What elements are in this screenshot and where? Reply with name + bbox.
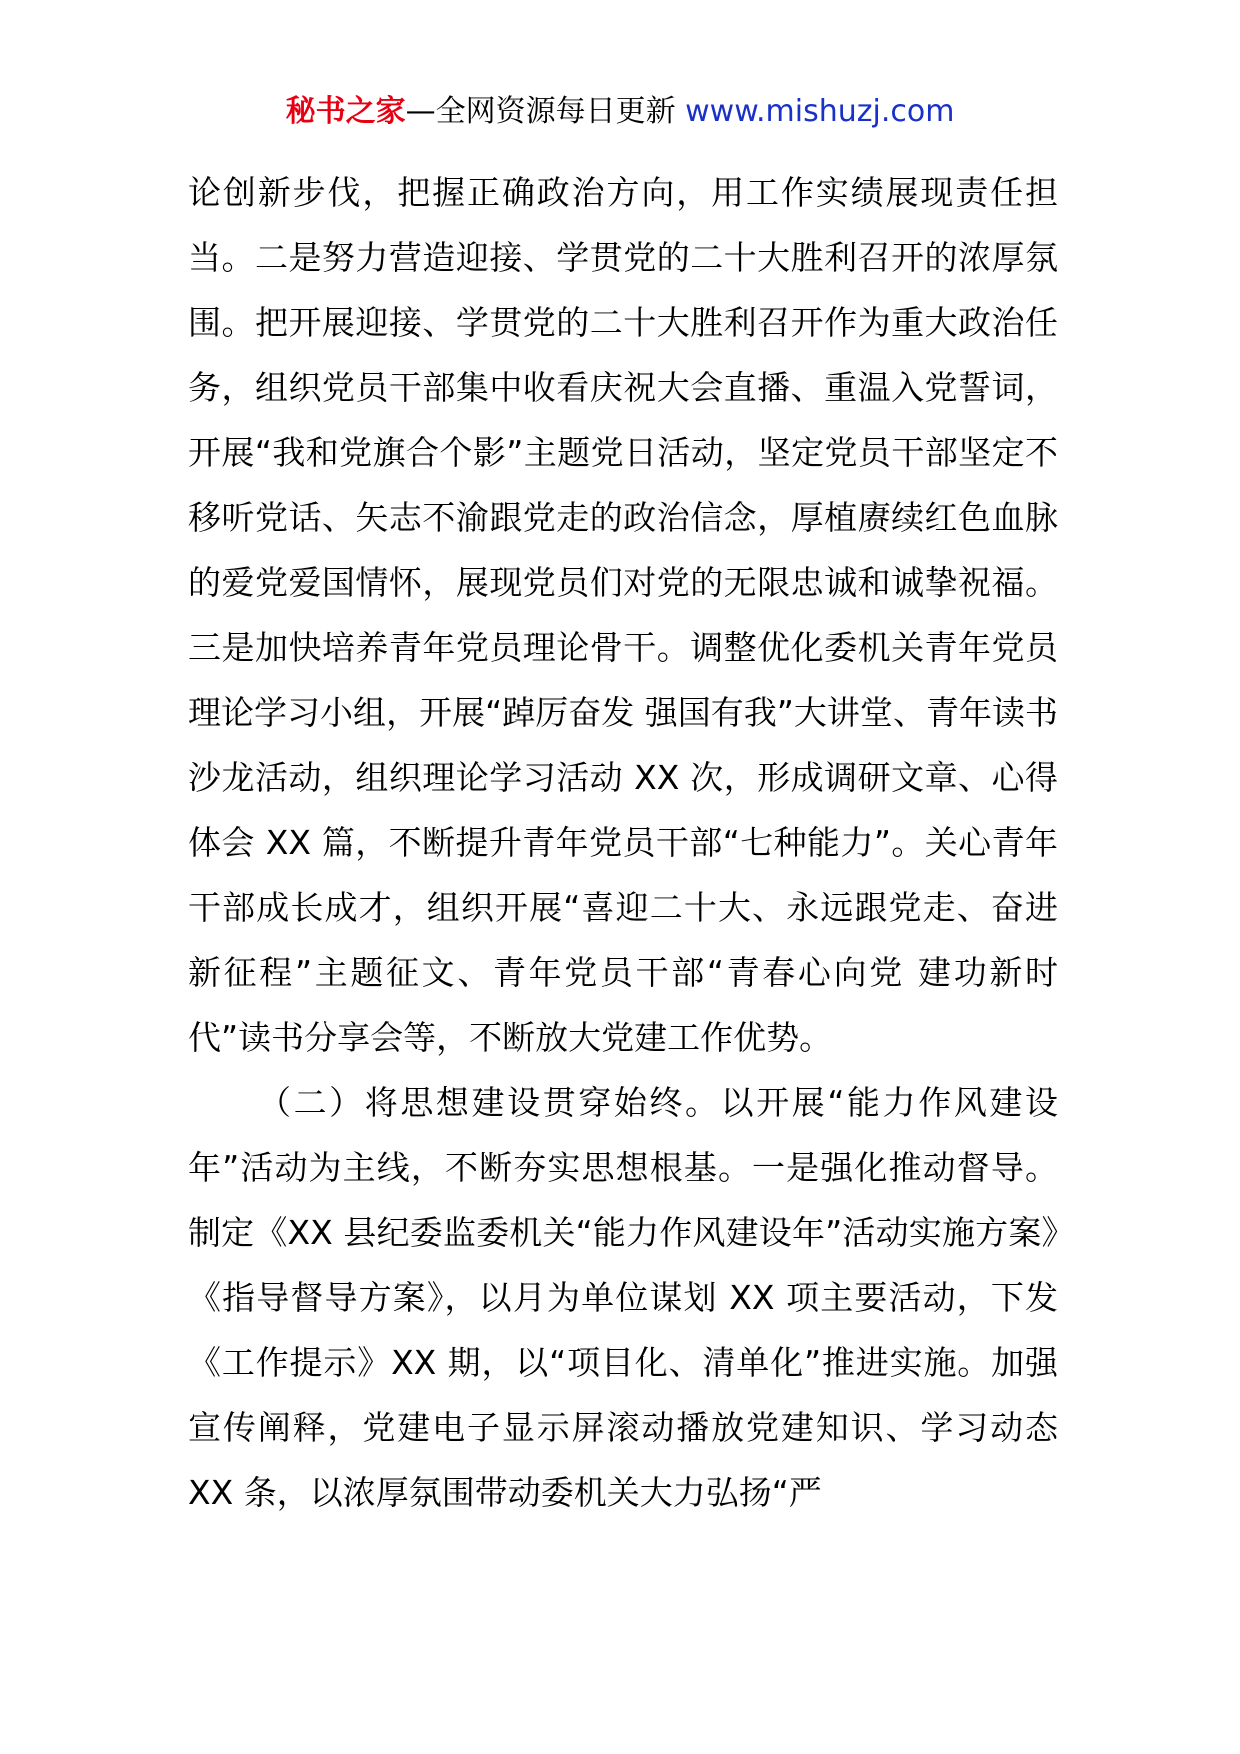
paragraph-section-two: （二）将思想建设贯穿始终。以开展“能力作风建设年”活动为主线，不断夯实思想根基。一是强化推动督导。制定《XX 县纪委监委机关“能力作风建设年”活动实施方案》《指导督导方案》，以月为单位谋划 XX 项主要活动，下发《工作提示》XX 期，以“项目化、清单化”推进实施。加强宣传阐释，党建电子显示屏滚动播放党建知识、学习动态 XX 条，以浓厚氛围带动委机关大力弘扬“严 <box>188 1083 1058 1512</box>
site-header <box>0 92 1240 132</box>
paragraph-continued: 论创新步伐，把握正确政治方向，用工作实绩展现责任担当。二是努力营造迎接、学贯党的二十大胜利召开的浓厚氛围。把开展迎接、学贯党的二十大胜利召开作为重大政治任务，组织党员干部集中收看庆祝大会直播、重温入党誓词，开展“我和党旗合个影”主题党日活动，坚定党员干部坚定不移听党话、矢志不渝跟党走的政治信念，厚植赓续红色血脉的爱党爱国情怀，展现党员们对党的无限忠诚和诚挚祝福。三是加快培养青年党员理论骨干。调整优化委机关青年党员理论学习小组，开展“踔厉奋发 强国有我”大讲堂、青年读书沙龙活动，组织理论学习活动 XX 次，形成调研文章、心得体会 XX 篇，不断提升青年党员干部“七种能力”。关心青年干部成长成才，组织开展“喜迎二十大、永远跟党走、奋进新征程”主题征文、青年党员干部“青春心向党 建功新时代”读书分享会等，不断放大党建工作优势。 <box>188 173 1058 1057</box>
header-tagline: —全网资源每日更新 <box>405 94 676 129</box>
document-body <box>188 160 1058 1525</box>
site-url-link[interactable]: www.mishuzj.com <box>685 94 955 129</box>
brand-name: 秘书之家 <box>285 94 406 129</box>
